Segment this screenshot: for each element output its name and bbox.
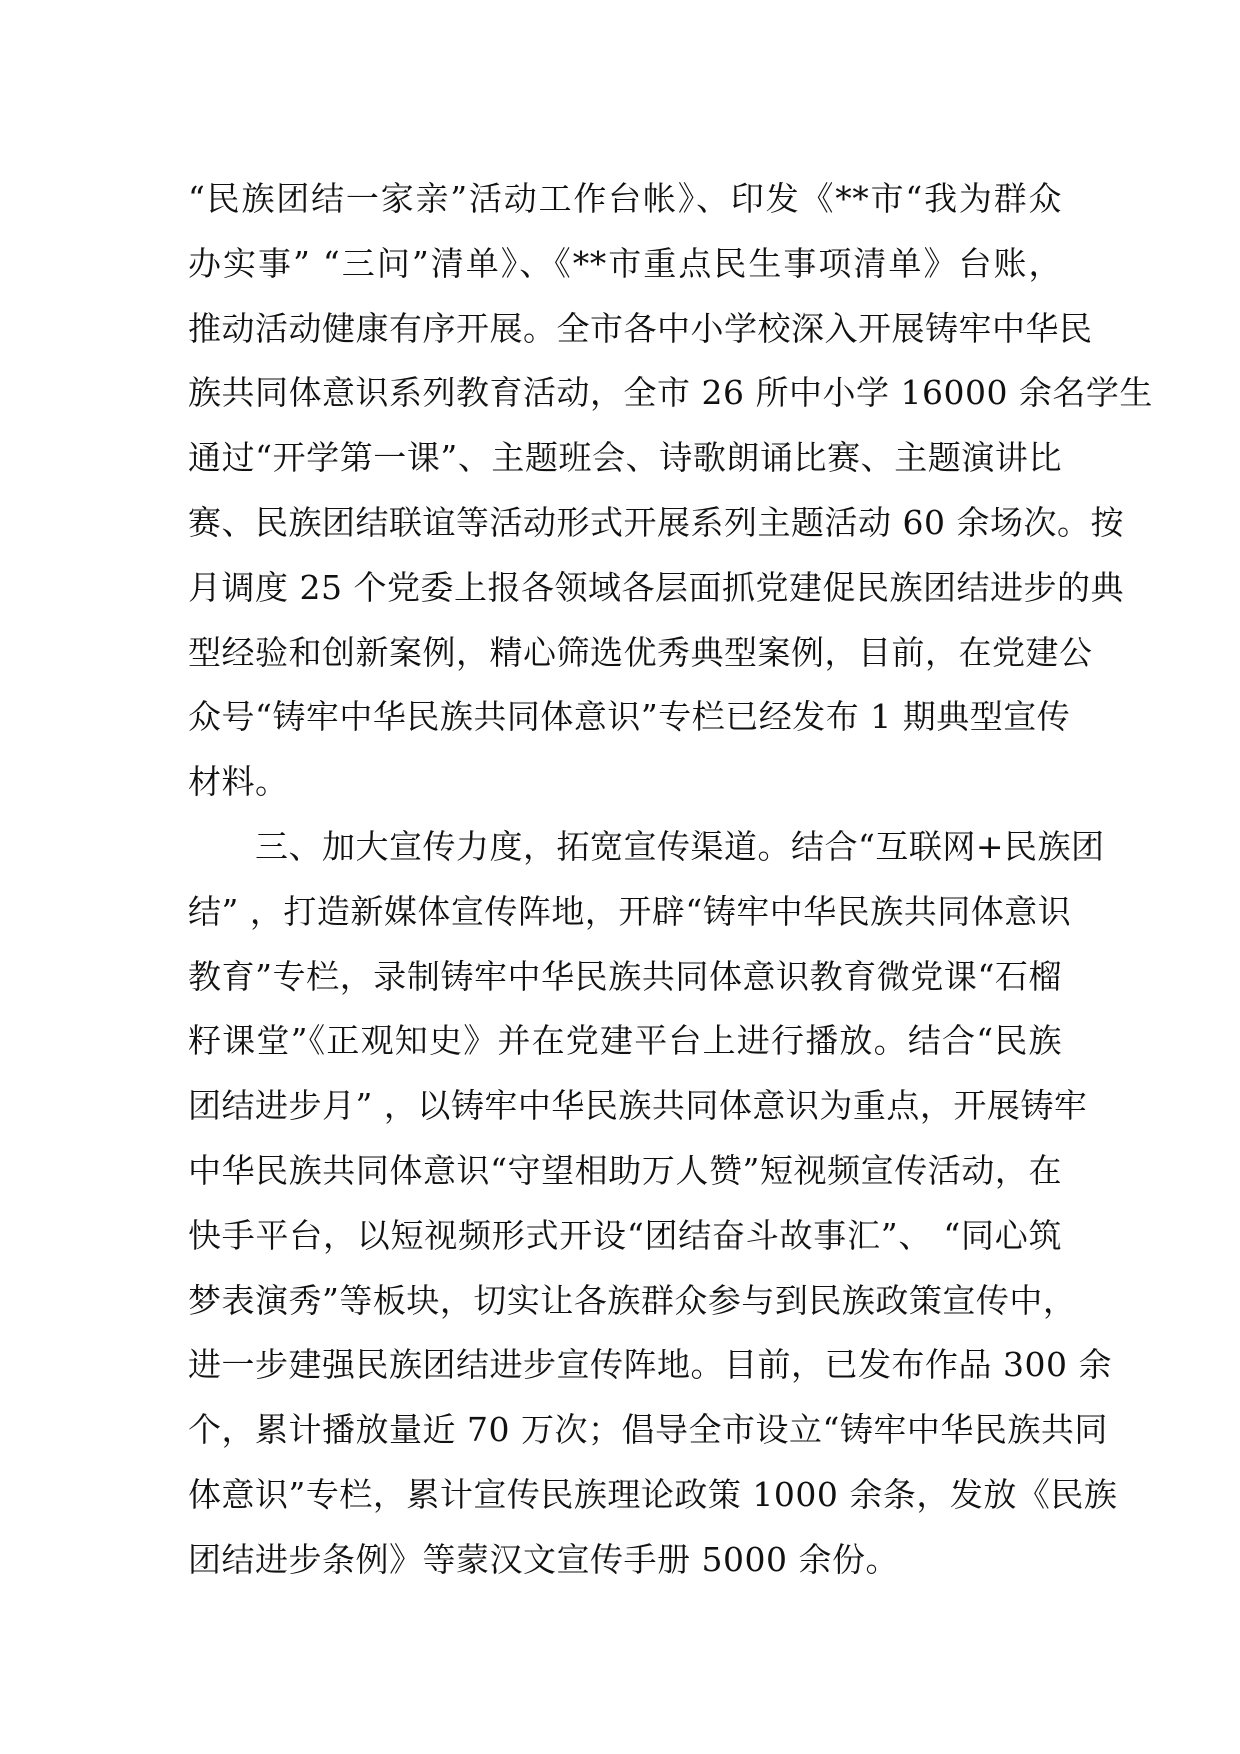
text-line: 月调度 25 个党委上报各领域各层面抓党建促民族团结进步的典 bbox=[188, 567, 1124, 607]
text-line: 众号“铸牢中华民族共同体意识”专栏已经发布 1 期典型宣传 bbox=[188, 697, 1071, 737]
text-line: 族共同体意识系列教育活动，全市 26 所中小学 16000 余名学生 bbox=[188, 373, 1153, 413]
document-body bbox=[188, 167, 1153, 1593]
text-line: 办实事” “三问”清单》、《**市重点民生事项清单》台账， bbox=[188, 243, 1062, 283]
text-line: 通过“开学第一课”、主题班会、诗歌朗诵比赛、主题演讲比 bbox=[188, 438, 1062, 478]
text-line: 型经验和创新案例，精心筛选优秀典型案例，目前，在党建公 bbox=[188, 632, 1093, 672]
text-line: 推动活动健康有序开展。全市各中小学校深入开展铸牢中华民 bbox=[188, 308, 1093, 348]
section-heading-line: 三、加大宣传力度，拓宽宣传渠道。结合“互联网+民族团 bbox=[188, 826, 1105, 866]
text-line: 快手平台，以短视频形式开设“团结奋斗故事汇”、 “同心筑 bbox=[188, 1215, 1062, 1255]
paragraph-end-line: 材料。 bbox=[188, 762, 289, 802]
text-line: 教育”专栏，录制铸牢中华民族共同体意识教育微党课“石榴 bbox=[188, 956, 1062, 996]
text-line: 进一步建强民族团结进步宣传阵地。目前，已发布作品 300 余 bbox=[188, 1345, 1112, 1385]
paragraph-end-line: 团结进步条例》等蒙汉文宣传手册 5000 余份。 bbox=[188, 1539, 899, 1579]
text-line: 体意识”专栏，累计宣传民族理论政策 1000 余条，发放《民族 bbox=[188, 1474, 1118, 1514]
text-line: 结” ，打造新媒体宣传阵地，开辟“铸牢中华民族共同体意识 bbox=[188, 891, 1072, 931]
text-line: 赛、民族团结联谊等活动形式开展系列主题活动 60 余场次。按 bbox=[188, 502, 1124, 542]
text-line: 中华民族共同体意识“守望相助万人赞”短视频宣传活动，在 bbox=[188, 1150, 1062, 1190]
text-line: 团结进步月” ，以铸牢中华民族共同体意识为重点，开展铸牢 bbox=[188, 1086, 1088, 1126]
text-line: “民族团结一家亲”活动工作台帐》、印发《**市“我为群众 bbox=[188, 179, 1062, 218]
text-line: 梦表演秀”等板块，切实让各族群众参与到民族政策宣传中， bbox=[188, 1280, 1077, 1320]
text-line: 个，累计播放量近 70 万次；倡导全市设立“铸牢中华民族共同 bbox=[188, 1410, 1108, 1450]
text-line: 籽课堂”《正观知史》并在党建平台上进行播放。结合“民族 bbox=[188, 1021, 1062, 1061]
